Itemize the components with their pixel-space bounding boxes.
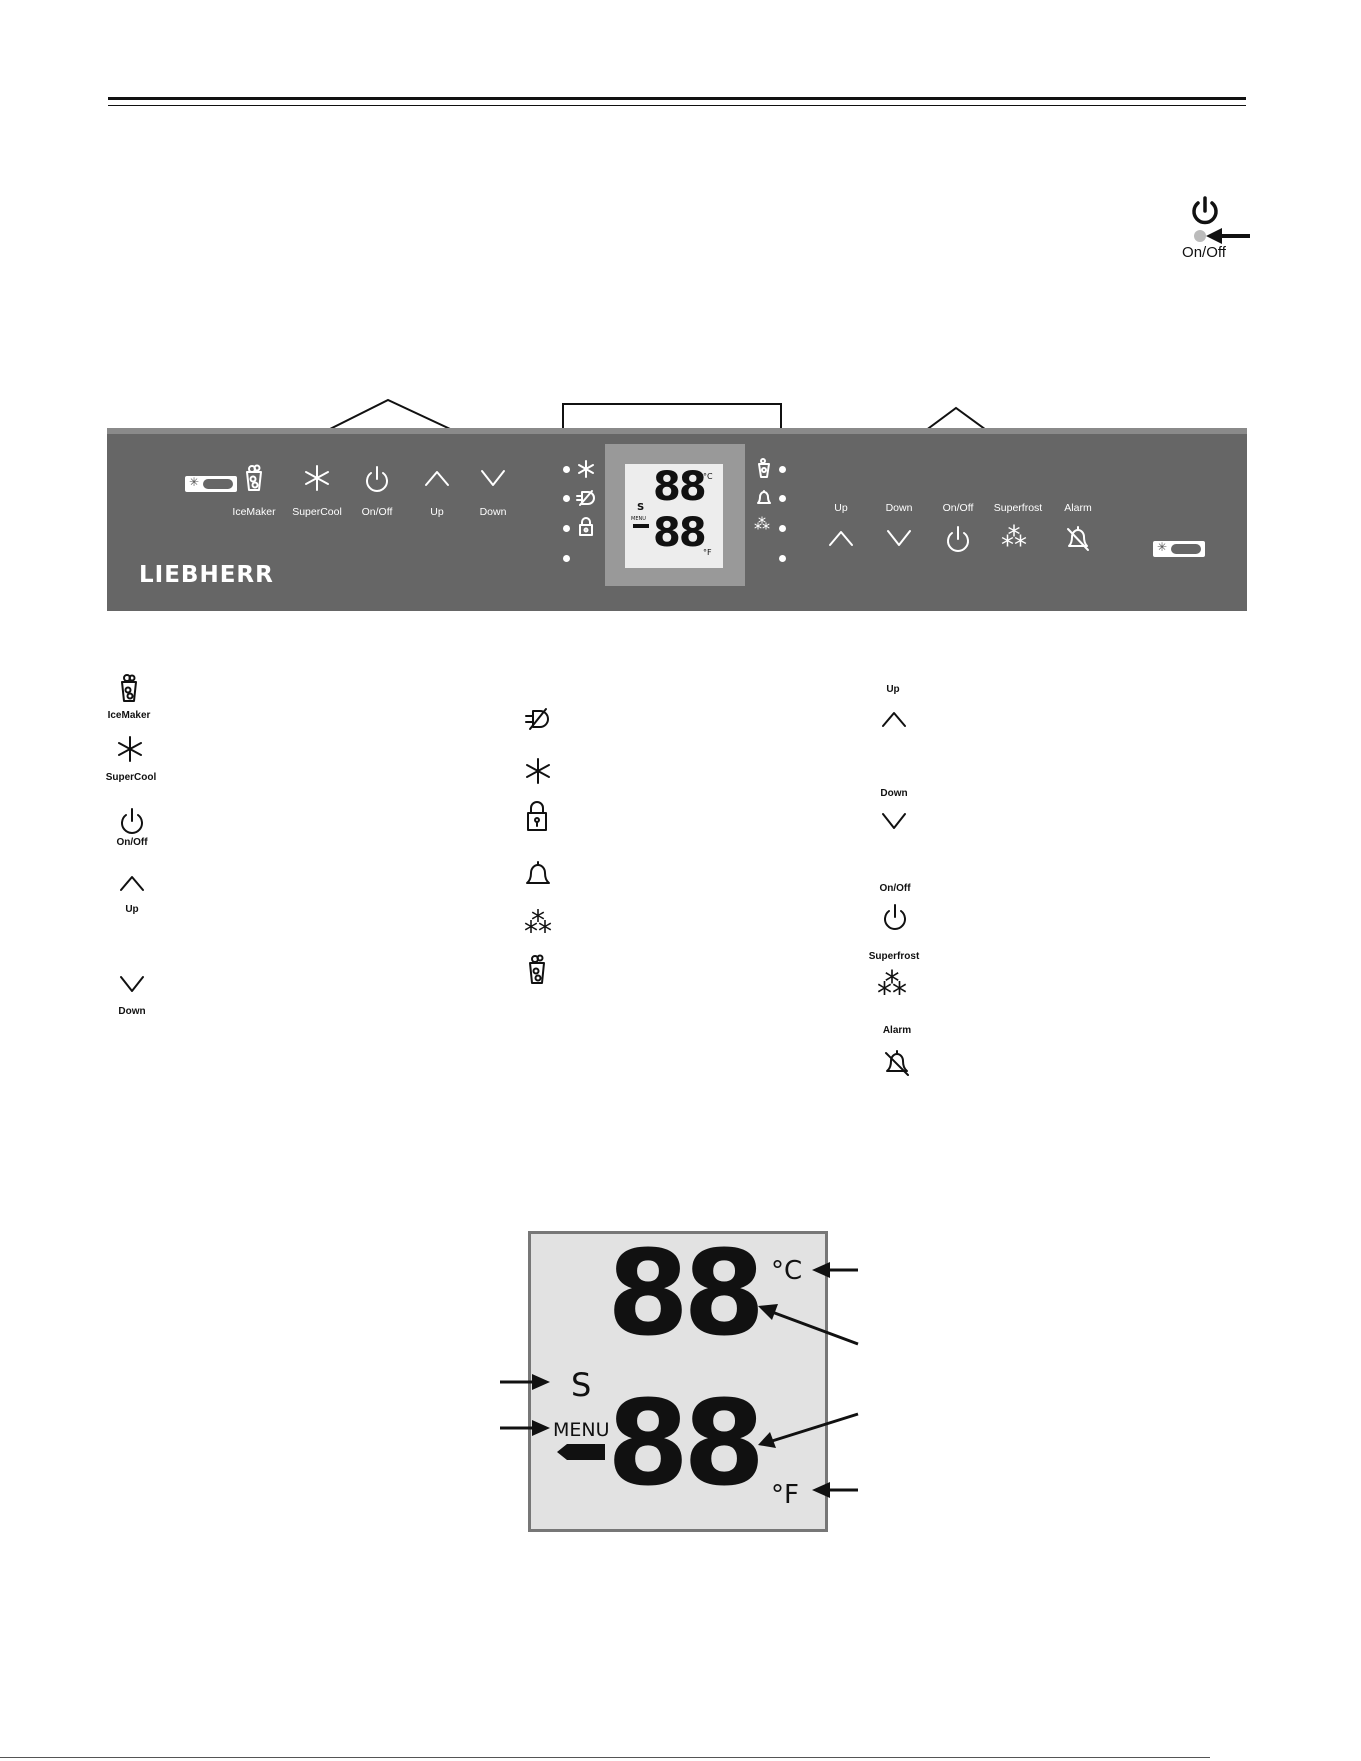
button-label: Down <box>479 506 507 518</box>
indicator-led <box>779 525 786 532</box>
snowflake-icon: ✳ <box>1157 540 1168 554</box>
indicator-led <box>563 466 570 473</box>
indicator-led <box>563 525 570 532</box>
brand-logo: LIEBHERR <box>139 562 274 588</box>
chevron-down-icon <box>479 468 507 488</box>
legend-label: SuperCool <box>105 772 157 783</box>
right-button-alarm[interactable] <box>1049 502 1107 572</box>
footer-rule <box>0 1757 1210 1758</box>
supercool-icon <box>303 464 331 492</box>
right-button-down[interactable] <box>869 502 929 572</box>
lcd-screen <box>625 464 723 568</box>
supercool-icon <box>524 757 552 785</box>
superfrost-icon: ⁂ <box>877 968 903 1001</box>
power-icon <box>881 902 909 932</box>
icemaker-icon <box>118 673 140 703</box>
legend-label: IceMaker <box>107 710 151 721</box>
alarm-icon <box>883 1047 911 1077</box>
bell-icon <box>524 860 552 888</box>
superfrost-icon: ⁂ <box>754 516 767 533</box>
left-button-up[interactable] <box>407 464 467 534</box>
lcd-menu: MENU <box>631 516 646 522</box>
button-label: On/Off <box>942 502 974 514</box>
button-label: Superfrost <box>993 502 1043 514</box>
legend-label: Up <box>886 684 900 695</box>
power-icon <box>1188 194 1222 228</box>
menu-arrow <box>633 524 649 528</box>
indicator-led <box>563 495 570 502</box>
chevron-up-icon <box>827 528 855 548</box>
legend-label: Down <box>118 1006 146 1017</box>
button-label: SuperCool <box>292 506 342 518</box>
right-button-onoff[interactable] <box>929 502 987 572</box>
onoff-callout-label: On/Off <box>1182 244 1226 261</box>
large-menu: MENU <box>553 1419 610 1441</box>
legend-label: Up <box>125 904 139 915</box>
display-callout-arrows <box>490 1240 870 1510</box>
lock-icon <box>578 517 594 537</box>
button-label: On/Off <box>361 506 393 518</box>
supercool-icon <box>117 735 143 763</box>
legend-label: Down <box>880 788 908 799</box>
chevron-up-icon <box>880 709 908 729</box>
snowflake-icon: ✳ <box>189 475 200 489</box>
control-panel <box>107 428 1247 611</box>
right-button-up[interactable] <box>813 502 869 572</box>
icemaker-icon <box>526 953 548 985</box>
legend-label: On/Off <box>116 837 148 848</box>
right-button-superfrost[interactable] <box>987 502 1049 572</box>
chevron-up-icon <box>118 873 146 893</box>
power-icon <box>363 464 391 494</box>
button-label: Up <box>430 506 444 518</box>
lcd-top-digits: 88 <box>653 464 705 510</box>
large-bottom-digits: 88 <box>607 1374 760 1512</box>
display-bezel <box>605 444 745 586</box>
left-button-supercool[interactable] <box>287 464 347 534</box>
large-s: S <box>571 1366 592 1404</box>
plug-icon <box>576 489 596 507</box>
alarm-icon <box>1065 524 1091 552</box>
lock-icon <box>525 800 549 832</box>
indicator-led <box>779 495 786 502</box>
onoff-indicator-dot <box>1194 230 1206 242</box>
lcd-celsius: °C <box>703 472 713 481</box>
legend-label: On/Off <box>879 883 911 894</box>
indicator-led <box>779 555 786 562</box>
icemaker-icon <box>757 458 771 478</box>
button-label: Down <box>885 502 913 514</box>
power-icon <box>119 807 145 835</box>
superfrost-icon: ⁂ <box>524 907 548 938</box>
lcd-s: S <box>637 502 645 513</box>
legend-label: Alarm <box>882 1025 912 1036</box>
bell-icon <box>755 489 773 507</box>
supercool-icon <box>577 460 595 478</box>
superfrost-icon: ⁂ <box>1001 522 1023 552</box>
power-icon <box>944 524 972 554</box>
button-label: Alarm <box>1064 502 1092 514</box>
plug-icon <box>524 707 552 731</box>
large-top-digits: 88 <box>607 1224 760 1362</box>
icemaker-icon <box>242 464 266 492</box>
button-label: Up <box>834 502 848 514</box>
large-fahrenheit: °F <box>771 1480 799 1510</box>
lcd-bottom-digits: 88 <box>653 510 705 556</box>
compartment-badge-right <box>1153 541 1205 557</box>
button-label: IceMaker <box>232 506 276 518</box>
lcd-fahrenheit: °F <box>703 548 712 557</box>
chevron-down-icon <box>118 974 146 994</box>
left-button-icemaker[interactable] <box>229 464 279 534</box>
left-button-down[interactable] <box>463 464 523 534</box>
header-rule-thin <box>108 105 1246 106</box>
left-button-onoff[interactable] <box>347 464 407 534</box>
chevron-down-icon <box>880 811 908 831</box>
header-rule-thick <box>108 97 1246 100</box>
indicator-led <box>779 466 786 473</box>
chevron-up-icon <box>423 468 451 488</box>
legend-label: Superfrost <box>868 951 920 962</box>
arrow-left-icon <box>1206 227 1250 245</box>
chevron-down-icon <box>885 528 913 548</box>
large-celsius: °C <box>771 1256 803 1286</box>
indicator-led <box>563 555 570 562</box>
